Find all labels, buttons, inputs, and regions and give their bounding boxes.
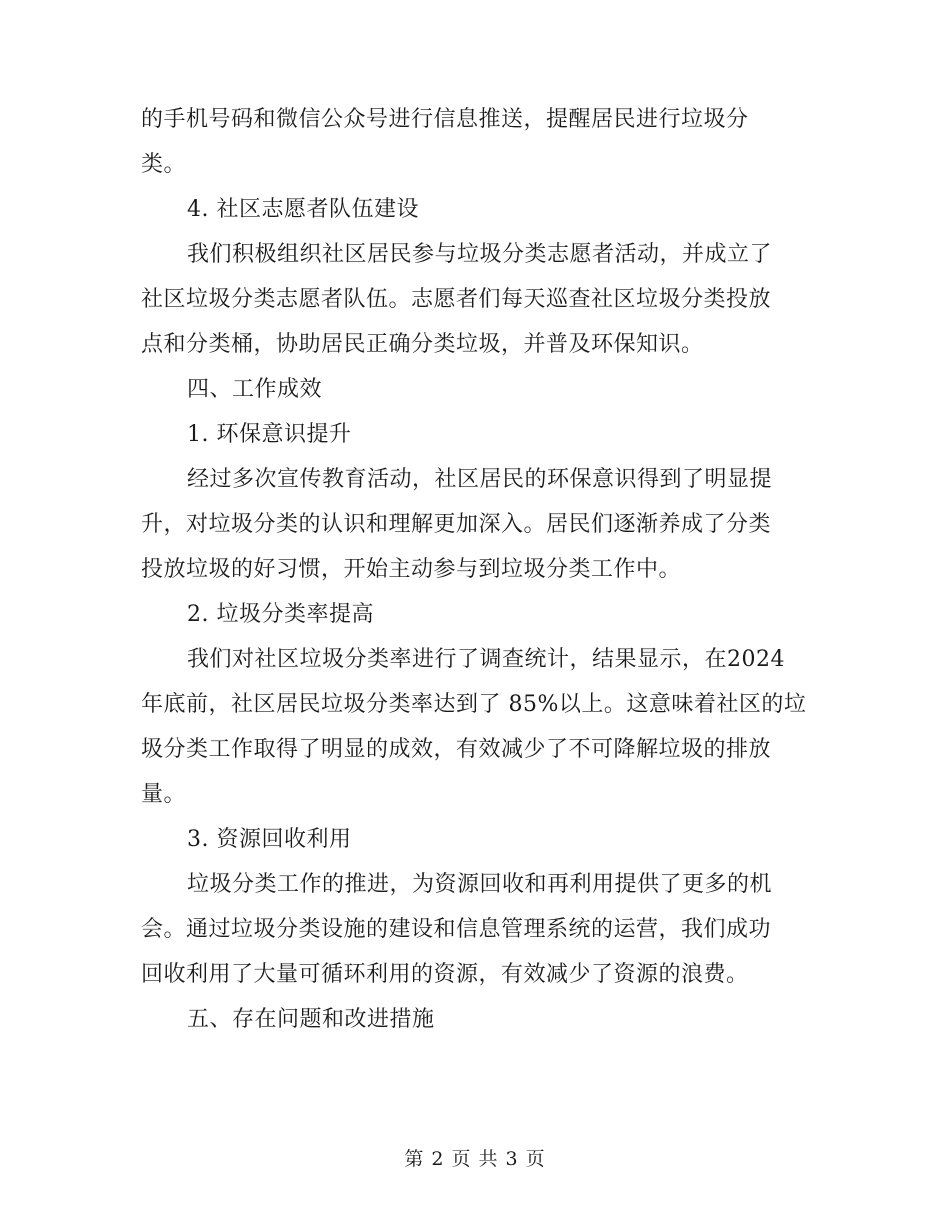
section-heading: 四、工作成效 xyxy=(187,377,323,402)
page-number-footer: 第 2 页 共 3 页 xyxy=(404,1148,546,1170)
text-line: 点和分类桶，协助居民正确分类垃圾，并普及环保知识。 xyxy=(141,332,704,357)
subsection-heading: 1. 环保意识提升 xyxy=(187,422,352,447)
text-line: 会。通过垃圾分类设施的建设和信息管理系统的运营，我们成功 xyxy=(141,917,772,942)
subsection-heading: 4. 社区志愿者队伍建设 xyxy=(187,197,419,222)
text-line: 年底前，社区居民垃圾分类率达到了 85%以上。这意味着社区的垃 xyxy=(141,692,807,717)
text-line: 升，对垃圾分类的认识和理解更加深入。居民们逐渐养成了分类 xyxy=(141,512,772,537)
section-heading: 五、存在问题和改进措施 xyxy=(187,1007,435,1032)
paragraph-start: 我们对社区垃圾分类率进行了调查统计，结果显示，在2024 xyxy=(187,647,785,672)
text-line: 投放垃圾的好习惯，开始主动参与到垃圾分类工作中。 xyxy=(141,557,682,582)
document-body xyxy=(141,97,813,1042)
text-line: 量。 xyxy=(141,782,187,807)
paragraph-start: 我们积极组织社区居民参与垃圾分类志愿者活动，并成立了 xyxy=(187,242,773,267)
text-line: 回收利用了大量可循环利用的资源，有效减少了资源的浪费。 xyxy=(141,962,749,987)
text-line: 圾分类工作取得了明显的成效，有效减少了不可降解垃圾的排放 xyxy=(141,737,772,762)
text-line: 的手机号码和微信公众号进行信息推送，提醒居民进行垃圾分 xyxy=(141,107,749,132)
paragraph-start: 垃圾分类工作的推进，为资源回收和再利用提供了更多的机 xyxy=(187,872,773,897)
text-line: 类。 xyxy=(141,152,187,177)
paragraph-start: 经过多次宣传教育活动，社区居民的环保意识得到了明显提 xyxy=(187,467,773,492)
text-line: 社区垃圾分类志愿者队伍。志愿者们每天巡查社区垃圾分类投放 xyxy=(141,287,772,312)
subsection-heading: 3. 资源回收利用 xyxy=(187,827,352,852)
subsection-heading: 2. 垃圾分类率提高 xyxy=(187,602,374,627)
